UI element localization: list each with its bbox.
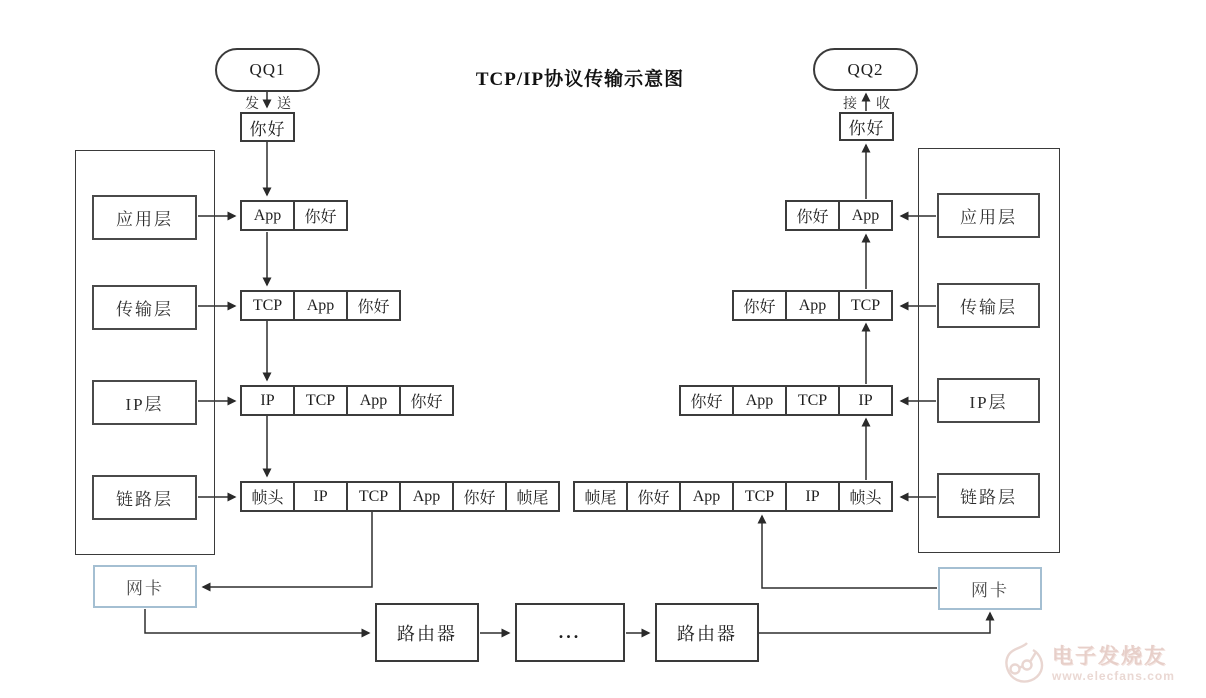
packet-row-left-app [240,200,348,231]
packet-cell: 帧尾 [573,481,628,512]
router-1: 路由器 [375,603,479,662]
watermark-brand: 电子发烧友 [1052,644,1167,669]
packet-row-right-app [785,200,893,231]
layer-ip-right: IP层 [937,378,1040,423]
page-title: TCP/IP协议传输示意图 [475,69,685,90]
packet-cell: App [346,385,401,416]
recv-char-left: 接 [843,97,857,112]
packet-cell: 你好 [399,385,454,416]
packet-row-left-tcp [240,290,401,321]
packet-cell: TCP [838,290,893,321]
layer-ip-left: IP层 [92,380,197,425]
packet-cell: 你好 [346,290,401,321]
packet-cell: TCP [240,290,295,321]
send-char-left: 发 [245,97,259,112]
packet-cell: 你好 [785,200,840,231]
packet-cell: TCP [785,385,840,416]
packet-cell: 你好 [452,481,507,512]
receiver-message-box: 你好 [839,112,894,141]
packet-cell: TCP [346,481,401,512]
packet-cell: App [679,481,734,512]
packet-cell: IP [240,385,295,416]
packet-row-left-ip [240,385,454,416]
packet-cell: App [240,200,295,231]
packet-cell: 帧尾 [505,481,560,512]
nic-left: 网卡 [93,565,197,608]
packet-row-right-frame [573,481,893,512]
packet-cell: 帧头 [240,481,295,512]
packet-cell: TCP [293,385,348,416]
recv-char-right: 收 [876,97,890,112]
watermark-site: www.elecfans.com [1052,668,1175,683]
router-2: 路由器 [655,603,759,662]
packet-cell: App [399,481,454,512]
packet-cell: 你好 [732,290,787,321]
packet-cell: 你好 [626,481,681,512]
layer-app-left: 应用层 [92,195,197,240]
layer-app-right: 应用层 [937,193,1040,238]
packet-row-right-ip [679,385,893,416]
packet-cell: 你好 [679,385,734,416]
packet-cell: App [732,385,787,416]
qq1-node: QQ1 [215,48,320,92]
packet-cell: TCP [732,481,787,512]
router-ellipsis: ... [515,603,625,662]
qq2-node: QQ2 [813,48,918,91]
packet-cell: IP [293,481,348,512]
packet-cell: IP [785,481,840,512]
packet-cell: 帧头 [838,481,893,512]
layer-transport-left: 传输层 [92,285,197,330]
layer-link-left: 链路层 [92,475,197,520]
packet-cell: IP [838,385,893,416]
packet-cell: App [785,290,840,321]
nic-right: 网卡 [938,567,1042,610]
packet-row-right-tcp [732,290,893,321]
sender-message-box: 你好 [240,112,295,142]
watermark [1002,634,1202,694]
watermark-text [1052,645,1175,682]
elecfans-logo-icon [1002,638,1048,690]
send-char-right: 送 [277,97,291,112]
layer-transport-right: 传输层 [937,283,1040,328]
packet-cell: App [838,200,893,231]
layer-link-right: 链路层 [937,473,1040,518]
packet-row-left-frame [240,481,560,512]
packet-cell: App [293,290,348,321]
packet-cell: 你好 [293,200,348,231]
